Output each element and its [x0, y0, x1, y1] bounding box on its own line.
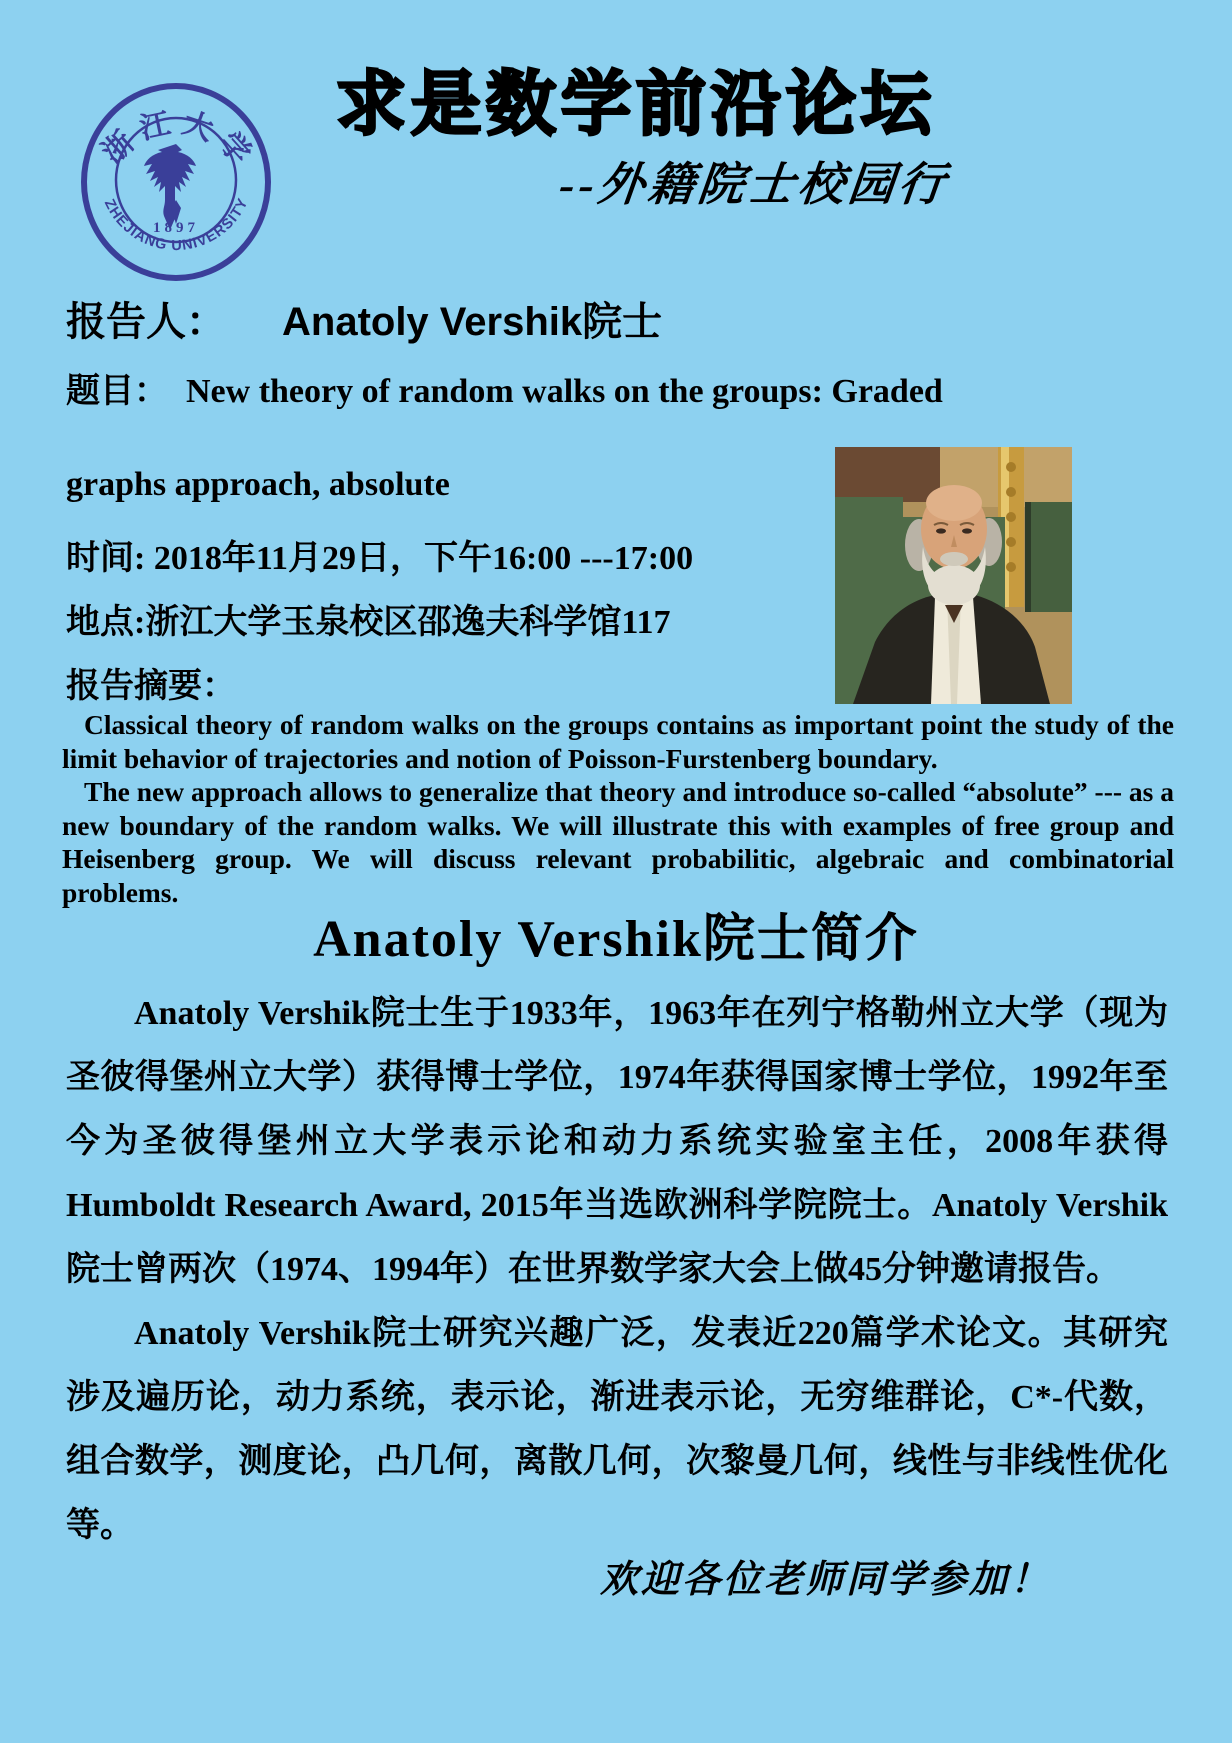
- bio-section-title: Anatoly Vershik院士简介: [313, 911, 919, 968]
- topic-line-1: [66, 363, 943, 412]
- closing-welcome-line: 欢迎各位老师同学参加！: [600, 1559, 1052, 1601]
- topic-text-1: New theory of random walks on the groups: Graded: [186, 373, 943, 410]
- topic-text-2: graphs approach, absolute: [66, 466, 450, 503]
- topic-line-2: [66, 466, 450, 504]
- svg-text:ZHEJIANG UNIVERSITY: ZHEJIANG UNIVERSITY: [100, 195, 252, 255]
- forum-subtitle: --外籍院士校园行: [556, 159, 951, 210]
- bio-paragraph-2: Anatoly Vershik院士研究兴趣广泛，发表近220篇学术论文。其研究涉及遍历论，动力系统，表示论，渐进表示论，无穷维群论，C*-代数，组合数学，测度论，凸几何，离散几何，次黎曼几何，线性与非线性优化等。: [66, 1315, 1168, 1544]
- bio-body: [66, 982, 1168, 1558]
- svg-text:浙江大学: 浙江大学: [95, 104, 263, 178]
- time-value: 2018年11月29日，下午16:00 ---17:00: [153, 540, 694, 577]
- bio-paragraph-1: Anatoly Vershik院士生于1933年，1963年在列宁格勒州立大学（现为圣彼得堡州立大学）获得博士学位，1974年获得国家博士学位，1992年至今为圣彼得堡州立大学表示论和动力系统实验室主任，2008年获得Humboldt Research Award, 2015年当选欧洲科学院院士。Anatoly Vershik院士曾两次（1974、1994年）在世界数学家大会上做45分钟邀请报告。: [66, 995, 1168, 1288]
- speaker-name: Anatoly Vershik院士: [282, 300, 663, 344]
- speaker-label: 报告人：: [66, 300, 226, 344]
- venue-line: [66, 594, 670, 643]
- speaker-photo: [835, 447, 1072, 704]
- speaker-line: [66, 290, 662, 347]
- eagle-icon: [144, 144, 196, 230]
- abstract-body: [62, 708, 1174, 909]
- abstract-label: 报告摘要：: [66, 668, 236, 705]
- speaker-photo-image: [835, 447, 1072, 704]
- forum-title: 求是数学前沿论坛: [336, 63, 936, 145]
- time-line: [66, 530, 693, 579]
- topic-label: 题目：: [66, 373, 168, 410]
- zhejiang-university-logo: [78, 80, 274, 284]
- time-label: 时间:: [66, 540, 146, 577]
- venue-value: 浙江大学玉泉校区邵逸夫科学馆117: [145, 604, 671, 641]
- venue-label: 地点:: [66, 604, 146, 641]
- svg-text:1897: 1897: [153, 220, 199, 236]
- abstract-paragraph-1: Classical theory of random walks on the groups contains as important point the study of the limit behavior of trajectories and notion of Poisson-Furstenberg boundary.: [62, 709, 1174, 774]
- abstract-paragraph-2: The new approach allows to generalize that theory and introduce so-called “absolute” --- as a new boundary of the random walks. We will illustrate this with examples of free group and Heisenberg group. We will discuss relevant probabilitic, algebraic and combinatorial problems.: [62, 776, 1174, 908]
- university-seal-icon: [78, 80, 274, 284]
